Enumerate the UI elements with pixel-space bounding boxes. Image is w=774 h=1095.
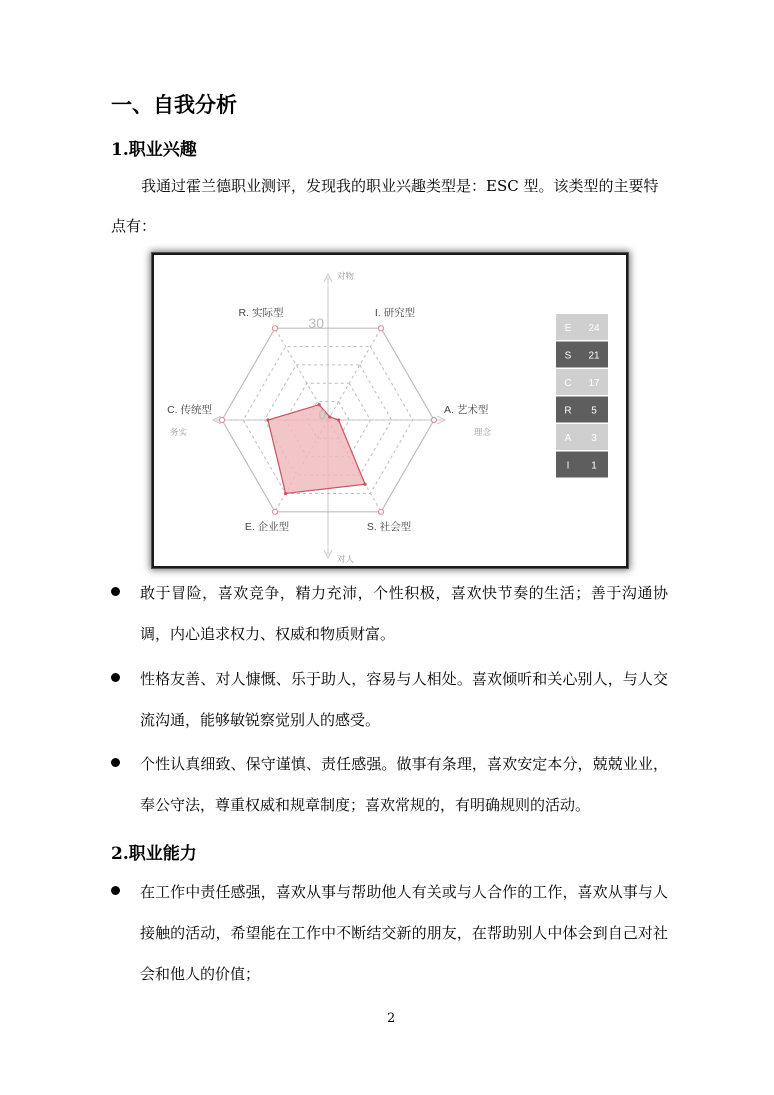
grid-spoke — [328, 328, 381, 420]
vertex-marker — [272, 509, 277, 514]
legend-code: C — [564, 378, 572, 389]
legend-value: 17 — [588, 378, 600, 389]
legend-code: S — [564, 350, 572, 362]
legend-value: 21 — [588, 350, 600, 362]
data-point — [284, 492, 287, 495]
legend-value: 1 — [591, 460, 597, 472]
data-point — [266, 418, 269, 421]
axis-label: A. 艺术型 — [444, 404, 489, 416]
vertex-marker — [219, 417, 224, 422]
section-title-interest: 1.职业兴趣 — [111, 140, 197, 160]
bullet-dot — [111, 673, 120, 682]
scale-max-label: 30 — [308, 315, 324, 331]
bullet-text: 个性认真细致、保守谨慎、责任感强。做事有条理，喜欢安定本分，兢兢业业，奉公守法，尊重权威和规章制度；喜欢常规的，有明确规则的活动。 — [140, 755, 668, 814]
vertex-marker — [378, 509, 383, 514]
direction-label-bottom: 对人 — [337, 554, 355, 564]
scale-min-label: 0 — [318, 407, 326, 422]
axis-label: E. 企业型 — [244, 520, 290, 533]
direction-label-left: 务实 — [170, 427, 188, 437]
bullet-dot — [111, 886, 120, 895]
radar-svg — [154, 255, 626, 566]
bullet-text: 性格友善、对人慷慨、乐于助人，容易与人相处。喜欢倾听和关心别人，与人交流沟通，能够敏锐察觉别人的感受。 — [140, 670, 668, 729]
direction-label-right: 理念 — [474, 427, 492, 437]
vertex-marker — [272, 326, 277, 331]
axis-label: R. 实际型 — [238, 307, 284, 320]
intro-paragraph — [111, 166, 671, 246]
page-number: 2 — [387, 1011, 396, 1026]
legend-value: 5 — [591, 405, 597, 417]
vertex-marker — [431, 417, 436, 422]
intro-text: 我通过霍兰德职业测评，发现我的职业兴趣类型是：ESC 型。该类型的主要特点有： — [111, 177, 659, 235]
legend-code: I — [566, 460, 570, 472]
legend-box — [556, 452, 608, 478]
direction-label-top: 对物 — [337, 271, 355, 281]
data-point — [318, 403, 321, 406]
axis-label: I. 研究型 — [374, 307, 416, 320]
legend-code: R — [564, 405, 572, 417]
data-point — [364, 483, 367, 486]
section-title-ability: 2.职业能力 — [111, 844, 197, 864]
bullet-text: 在工作中责任感强，喜欢从事与帮助他人有关或与人合作的工作，喜欢从事与人接触的活动，希望能在工作中不断结交新的朋友，在帮助别人中体会到自己对社会和他人的价值； — [140, 883, 668, 983]
bullet-dot — [111, 587, 120, 596]
bullet-text: 敢于冒险，喜欢竞争，精力充沛，个性积极，喜欢快节奏的生活；善于沟通协调，内心追求权力、权威和物质财富。 — [140, 584, 668, 643]
legend-value: 24 — [588, 323, 600, 334]
holland-radar-chart — [152, 253, 628, 568]
bullet-dot — [111, 758, 120, 767]
data-area — [268, 405, 365, 494]
legend-code: A — [564, 433, 572, 444]
axis-label: S. 社会型 — [366, 520, 412, 533]
legend-value: 3 — [591, 433, 597, 444]
legend-code: E — [564, 323, 572, 334]
vertex-marker — [378, 326, 383, 331]
data-point — [328, 415, 331, 418]
data-point — [337, 418, 340, 421]
axis-label: C. 传统型 — [167, 404, 212, 416]
page-heading: 一、自我分析 — [111, 92, 237, 117]
